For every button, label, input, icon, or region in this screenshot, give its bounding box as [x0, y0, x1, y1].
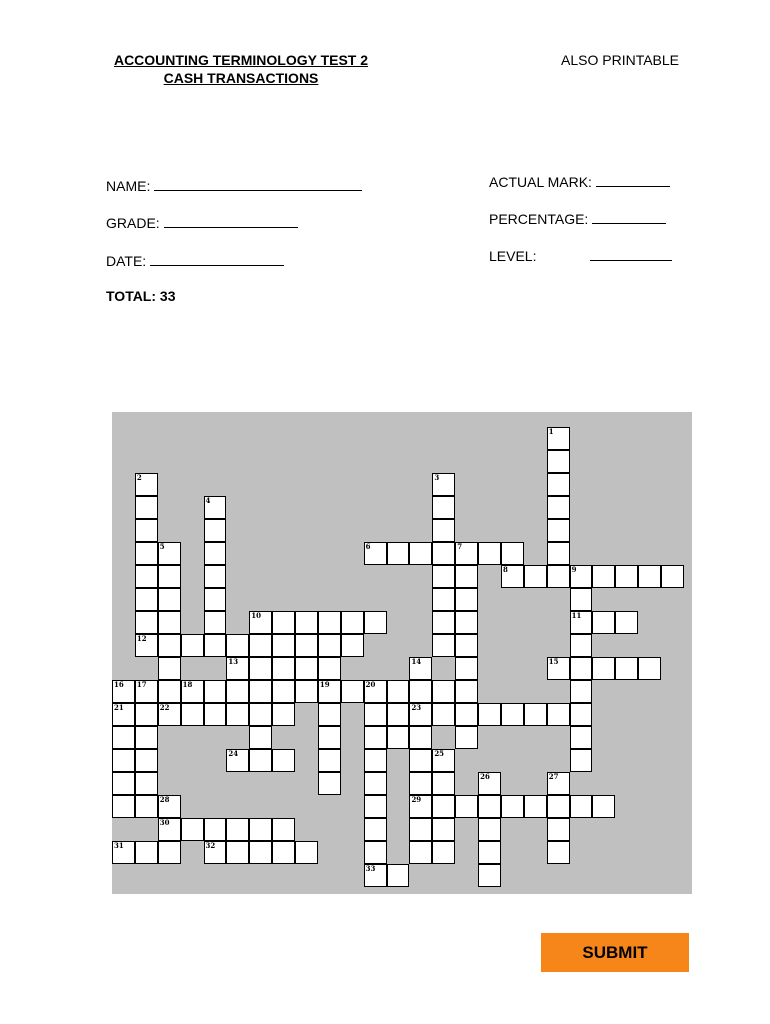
- crossword-cell[interactable]: [592, 611, 615, 634]
- crossword-cell[interactable]: [455, 542, 478, 565]
- crossword-cell[interactable]: [364, 772, 387, 795]
- crossword-cell[interactable]: [547, 795, 570, 818]
- crossword-cell[interactable]: [249, 703, 272, 726]
- crossword-cell[interactable]: [341, 634, 364, 657]
- crossword-cell[interactable]: [318, 657, 341, 680]
- crossword-cell[interactable]: [409, 772, 432, 795]
- crossword-cell[interactable]: [204, 519, 227, 542]
- crossword-cell[interactable]: [455, 703, 478, 726]
- crossword-cell[interactable]: [478, 841, 501, 864]
- clue-number: 20: [365, 680, 376, 689]
- crossword-cell[interactable]: [318, 680, 341, 703]
- crossword-cell[interactable]: [455, 726, 478, 749]
- crossword-cell[interactable]: [112, 680, 135, 703]
- crossword-cell[interactable]: [547, 542, 570, 565]
- crossword-cell[interactable]: [364, 542, 387, 565]
- crossword-cell[interactable]: [387, 864, 410, 887]
- also-printable-link[interactable]: ALSO PRINTABLE: [561, 52, 680, 68]
- crossword-cell[interactable]: [432, 496, 455, 519]
- crossword-cell[interactable]: [112, 703, 135, 726]
- crossword-cell[interactable]: [524, 795, 547, 818]
- crossword-cell[interactable]: [135, 726, 158, 749]
- clue-number: 3: [434, 473, 440, 482]
- crossword-cell[interactable]: [204, 542, 227, 565]
- grade-input-line[interactable]: [164, 213, 298, 228]
- title-line-1: ACCOUNTING TERMINOLOGY TEST 2: [113, 52, 369, 68]
- crossword-cell[interactable]: [478, 542, 501, 565]
- percentage-field: [489, 209, 666, 227]
- crossword-cell[interactable]: [272, 657, 295, 680]
- clue-number: 21: [114, 703, 124, 712]
- crossword-cell[interactable]: [501, 703, 524, 726]
- crossword-cell[interactable]: [112, 795, 135, 818]
- crossword-cell[interactable]: [432, 680, 455, 703]
- crossword-cell[interactable]: [478, 795, 501, 818]
- submit-button[interactable]: SUBMIT: [541, 933, 689, 972]
- crossword-cell[interactable]: [226, 749, 249, 772]
- crossword-cell[interactable]: [432, 588, 455, 611]
- total-marks: TOTAL: 33: [106, 288, 176, 304]
- crossword-cell[interactable]: [432, 772, 455, 795]
- clue-number: 25: [434, 749, 445, 758]
- clue-number: 23: [411, 703, 422, 712]
- crossword-cell[interactable]: [432, 542, 455, 565]
- clue-number: 10: [251, 611, 262, 620]
- crossword-cell[interactable]: [226, 634, 249, 657]
- crossword-cell[interactable]: [547, 703, 570, 726]
- crossword-cell[interactable]: [364, 818, 387, 841]
- crossword-cell[interactable]: [318, 749, 341, 772]
- clue-number: 2: [136, 473, 142, 482]
- clue-number: 13: [228, 657, 239, 666]
- crossword-cell[interactable]: [547, 772, 570, 795]
- clue-number: 32: [205, 841, 216, 850]
- crossword-cell[interactable]: [226, 841, 249, 864]
- crossword-cell[interactable]: [135, 795, 158, 818]
- crossword-cell[interactable]: [387, 542, 410, 565]
- crossword-cell[interactable]: [204, 496, 227, 519]
- clue-number: 7: [457, 542, 463, 551]
- crossword-cell[interactable]: [249, 634, 272, 657]
- crossword-cell[interactable]: [272, 749, 295, 772]
- crossword-cell[interactable]: [432, 841, 455, 864]
- crossword-cell[interactable]: [204, 818, 227, 841]
- crossword-cell[interactable]: [570, 680, 593, 703]
- crossword-cell[interactable]: [364, 611, 387, 634]
- clue-number: 22: [159, 703, 170, 712]
- crossword-cell[interactable]: [455, 795, 478, 818]
- crossword-cell[interactable]: [181, 634, 204, 657]
- crossword-cell[interactable]: [204, 611, 227, 634]
- crossword-cell[interactable]: [249, 749, 272, 772]
- crossword-cell[interactable]: [364, 703, 387, 726]
- crossword-cell[interactable]: [409, 749, 432, 772]
- crossword-cell[interactable]: [158, 657, 181, 680]
- crossword-cell[interactable]: [204, 680, 227, 703]
- crossword-cell[interactable]: [272, 841, 295, 864]
- clue-number: 17: [136, 680, 147, 689]
- crossword-cell[interactable]: [547, 818, 570, 841]
- percentage-input-line[interactable]: [592, 209, 666, 224]
- crossword-cell[interactable]: [204, 841, 227, 864]
- clue-number: 29: [411, 795, 422, 804]
- clue-number: 14: [411, 657, 422, 666]
- clue-number: 26: [480, 772, 490, 781]
- crossword-cell[interactable]: [295, 680, 318, 703]
- crossword-cell[interactable]: [455, 680, 478, 703]
- crossword-cell[interactable]: [570, 588, 593, 611]
- crossword-cell[interactable]: [249, 818, 272, 841]
- crossword-cell[interactable]: [432, 818, 455, 841]
- crossword-cell[interactable]: [295, 841, 318, 864]
- crossword-cell[interactable]: [432, 565, 455, 588]
- crossword-cell[interactable]: [158, 588, 181, 611]
- crossword-cell[interactable]: [112, 841, 135, 864]
- date-field: [106, 251, 284, 269]
- crossword-cell[interactable]: [135, 772, 158, 795]
- crossword-cell[interactable]: [249, 611, 272, 634]
- crossword-cell[interactable]: [570, 634, 593, 657]
- crossword-cell[interactable]: [409, 818, 432, 841]
- crossword-cell[interactable]: [249, 680, 272, 703]
- crossword-cell[interactable]: [158, 841, 181, 864]
- clue-number: 33: [365, 864, 376, 873]
- crossword-cell[interactable]: [409, 795, 432, 818]
- clue-number: 31: [114, 841, 124, 850]
- crossword-cell[interactable]: [478, 818, 501, 841]
- crossword-cell[interactable]: [318, 611, 341, 634]
- crossword-cell[interactable]: [364, 841, 387, 864]
- crossword-cell[interactable]: [318, 772, 341, 795]
- crossword-cell[interactable]: [158, 611, 181, 634]
- crossword-cell[interactable]: [387, 726, 410, 749]
- crossword-cell[interactable]: [318, 703, 341, 726]
- crossword-cell[interactable]: [432, 795, 455, 818]
- crossword-cell[interactable]: [226, 703, 249, 726]
- crossword-cell[interactable]: [570, 726, 593, 749]
- crossword-cell[interactable]: [204, 634, 227, 657]
- level-field: [489, 246, 672, 264]
- crossword-cell[interactable]: [615, 565, 638, 588]
- crossword-cell[interactable]: [455, 588, 478, 611]
- crossword-cell[interactable]: [432, 611, 455, 634]
- name-input-line[interactable]: [154, 176, 362, 191]
- crossword-cell[interactable]: [272, 703, 295, 726]
- crossword-cell[interactable]: [455, 634, 478, 657]
- crossword-cell[interactable]: [432, 634, 455, 657]
- crossword-cell[interactable]: [135, 703, 158, 726]
- crossword-cell[interactable]: [501, 542, 524, 565]
- crossword-cell[interactable]: [135, 634, 158, 657]
- crossword-cell[interactable]: [409, 841, 432, 864]
- crossword-cell[interactable]: [592, 795, 615, 818]
- crossword-cell[interactable]: [547, 657, 570, 680]
- clue-number: 28: [159, 795, 170, 804]
- crossword-cell[interactable]: [524, 565, 547, 588]
- crossword-cell[interactable]: [112, 772, 135, 795]
- crossword-cell[interactable]: [524, 703, 547, 726]
- crossword-cell[interactable]: [295, 657, 318, 680]
- crossword-cell[interactable]: [204, 703, 227, 726]
- crossword-cell[interactable]: [547, 427, 570, 450]
- crossword-cell[interactable]: [249, 841, 272, 864]
- crossword-cell[interactable]: [547, 496, 570, 519]
- crossword-cell[interactable]: [204, 588, 227, 611]
- clue-number: 18: [182, 680, 193, 689]
- crossword-cell[interactable]: [112, 749, 135, 772]
- crossword-cell[interactable]: [570, 611, 593, 634]
- crossword-cell[interactable]: [364, 749, 387, 772]
- crossword-cell[interactable]: [295, 611, 318, 634]
- crossword-cell[interactable]: [455, 611, 478, 634]
- name-label: NAME:: [106, 178, 151, 194]
- grade-field: [106, 213, 298, 231]
- crossword-cell[interactable]: [547, 519, 570, 542]
- crossword-cell[interactable]: [455, 657, 478, 680]
- crossword-cell[interactable]: [364, 795, 387, 818]
- name-field: [106, 176, 362, 194]
- crossword-cell[interactable]: [112, 726, 135, 749]
- crossword-cell[interactable]: [501, 565, 524, 588]
- crossword-cell[interactable]: [547, 473, 570, 496]
- clue-number: 15: [548, 657, 559, 666]
- clue-number: 11: [571, 611, 582, 620]
- crossword-cell[interactable]: [547, 565, 570, 588]
- crossword-cell[interactable]: [226, 657, 249, 680]
- crossword-cell[interactable]: [409, 726, 432, 749]
- crossword-cell[interactable]: [432, 703, 455, 726]
- date-input-line[interactable]: [150, 251, 284, 266]
- crossword-cell[interactable]: [181, 680, 204, 703]
- crossword-cell[interactable]: [409, 542, 432, 565]
- crossword-cell[interactable]: [364, 680, 387, 703]
- crossword-cell[interactable]: [570, 795, 593, 818]
- crossword-cell[interactable]: [272, 611, 295, 634]
- crossword-cell[interactable]: [409, 703, 432, 726]
- crossword-cell[interactable]: [638, 565, 661, 588]
- crossword-cell[interactable]: [592, 565, 615, 588]
- crossword-cell[interactable]: [547, 450, 570, 473]
- crossword-cell[interactable]: [272, 634, 295, 657]
- crossword-cell[interactable]: [204, 565, 227, 588]
- crossword-cell[interactable]: [409, 680, 432, 703]
- clue-number: 1: [548, 427, 554, 436]
- crossword-cell[interactable]: [478, 703, 501, 726]
- clue-number: 16: [114, 680, 124, 689]
- clue-number: 8: [502, 565, 508, 574]
- crossword-cell[interactable]: [135, 680, 158, 703]
- crossword-grid: [112, 412, 692, 894]
- crossword-cell[interactable]: [135, 519, 158, 542]
- actual-mark-field: [489, 172, 670, 190]
- crossword-cell[interactable]: [661, 565, 684, 588]
- crossword-cell[interactable]: [341, 680, 364, 703]
- crossword-cell[interactable]: [272, 818, 295, 841]
- crossword-cell[interactable]: [181, 818, 204, 841]
- crossword-cell[interactable]: [135, 841, 158, 864]
- crossword-cell[interactable]: [226, 680, 249, 703]
- page-title: [100, 51, 382, 87]
- crossword-cell[interactable]: [387, 680, 410, 703]
- crossword-cell[interactable]: [432, 749, 455, 772]
- actual-mark-label: ACTUAL MARK:: [489, 174, 592, 190]
- date-label: DATE:: [106, 253, 147, 269]
- crossword-cell[interactable]: [295, 634, 318, 657]
- clue-number: 6: [365, 542, 371, 551]
- clue-number: 24: [228, 749, 239, 758]
- crossword-cell[interactable]: [318, 634, 341, 657]
- crossword-cell[interactable]: [135, 542, 158, 565]
- crossword-cell[interactable]: [249, 657, 272, 680]
- clue-number: 12: [136, 634, 147, 643]
- crossword-cell[interactable]: [158, 818, 181, 841]
- crossword-cell[interactable]: [478, 772, 501, 795]
- crossword-cell[interactable]: [432, 473, 455, 496]
- crossword-cell[interactable]: [158, 634, 181, 657]
- crossword-cell[interactable]: [592, 657, 615, 680]
- crossword-cell[interactable]: [158, 680, 181, 703]
- crossword-cell[interactable]: [341, 611, 364, 634]
- crossword-cell[interactable]: [135, 588, 158, 611]
- clue-number: 27: [548, 772, 559, 781]
- crossword-cell[interactable]: [570, 657, 593, 680]
- crossword-cell[interactable]: [158, 795, 181, 818]
- crossword-cell[interactable]: [638, 657, 661, 680]
- crossword-cell[interactable]: [318, 726, 341, 749]
- crossword-cell[interactable]: [547, 841, 570, 864]
- crossword-cell[interactable]: [226, 818, 249, 841]
- crossword-cell[interactable]: [455, 565, 478, 588]
- crossword-cell[interactable]: [570, 565, 593, 588]
- clue-number: 5: [159, 542, 165, 551]
- crossword-cell[interactable]: [135, 473, 158, 496]
- crossword-cell[interactable]: [570, 703, 593, 726]
- crossword-cell[interactable]: [615, 657, 638, 680]
- crossword-cell[interactable]: [135, 749, 158, 772]
- crossword-cell[interactable]: [158, 565, 181, 588]
- crossword-cell[interactable]: [478, 864, 501, 887]
- crossword-cell[interactable]: [364, 726, 387, 749]
- crossword-cell[interactable]: [158, 542, 181, 565]
- crossword-cell[interactable]: [501, 795, 524, 818]
- percentage-label: PERCENTAGE:: [489, 211, 589, 227]
- crossword-cell[interactable]: [158, 703, 181, 726]
- crossword-cell[interactable]: [135, 565, 158, 588]
- crossword-cell[interactable]: [135, 496, 158, 519]
- actual-mark-input-line[interactable]: [596, 172, 670, 187]
- level-input-line[interactable]: [590, 246, 672, 261]
- level-label: LEVEL:: [489, 248, 537, 264]
- crossword-cell[interactable]: [249, 726, 272, 749]
- clue-number: 9: [571, 565, 577, 574]
- clue-number: 4: [205, 496, 211, 505]
- title-line-2: CASH TRANSACTIONS: [163, 70, 319, 86]
- crossword-cell[interactable]: [615, 611, 638, 634]
- grade-label: GRADE:: [106, 215, 160, 231]
- crossword-cell[interactable]: [409, 657, 432, 680]
- crossword-cell[interactable]: [387, 703, 410, 726]
- crossword-cell[interactable]: [272, 680, 295, 703]
- crossword-cell[interactable]: [135, 611, 158, 634]
- clue-number: 19: [319, 680, 330, 689]
- crossword-cell[interactable]: [364, 864, 387, 887]
- crossword-cell[interactable]: [570, 749, 593, 772]
- crossword-cell[interactable]: [432, 519, 455, 542]
- clue-number: 30: [159, 818, 170, 827]
- crossword-cell[interactable]: [181, 703, 204, 726]
